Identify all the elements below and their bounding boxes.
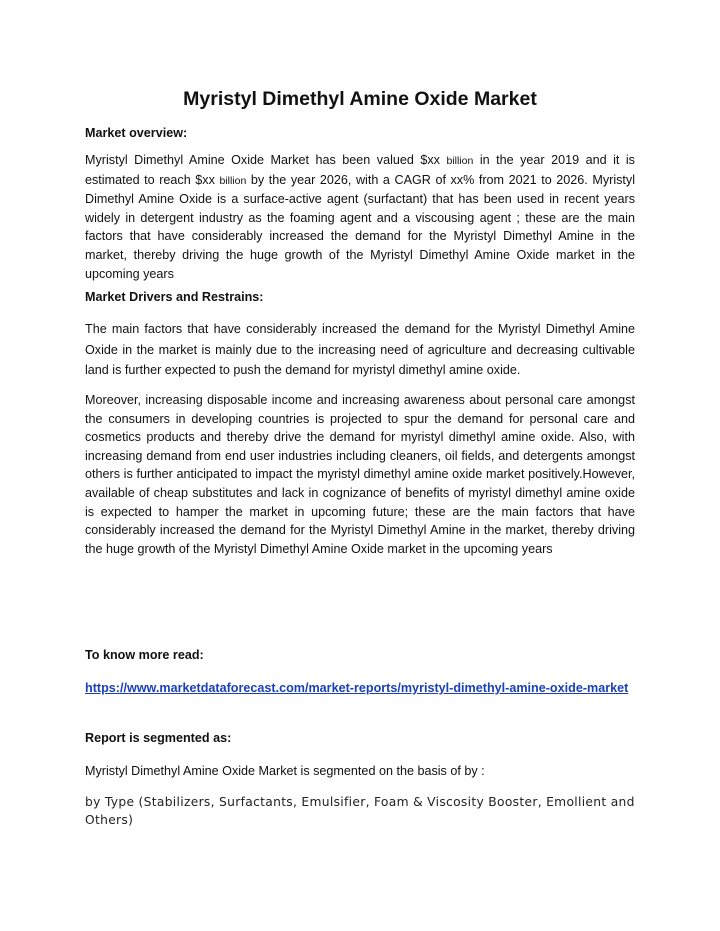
overview-unit-b: billion: [219, 174, 247, 187]
overview-unit-a: billion: [446, 155, 474, 167]
overview-paragraph: [85, 151, 635, 283]
segment-by-type: by Type (Stabilizers, Surfactants, Emulsifier, Foam & Viscosity Booster, Emollient and Others): [85, 795, 635, 827]
segmented-heading: Report is segmented as:: [85, 731, 232, 745]
page-title: Myristyl Dimethyl Amine Oxide Market: [183, 88, 537, 110]
segmented-intro: Myristyl Dimethyl Amine Oxide Market is segmented on the basis of by :: [85, 764, 485, 778]
drivers-paragraph-2: Moreover, increasing disposable income and increasing awareness about personal care amongst the consumers in developing countries is projected to spur the demand for personal care and cosmetics products and thereby drive the demand for myristyl dimethyl amine oxide. Also, with increasing demand from end user industries including cleaners, oil fields, and detergents amongst others is further anticipated to impact the myristyl dimethyl amine oxide market positively.However, available of cheap substitutes and lack in cognizance of benefits of myristyl dimethyl amine oxide is expected to hamper the market in upcoming future; these are the main factors that have considerably increased the demand for the Myristyl Dimethyl Amine in the market, thereby driving the huge growth of the Myristyl Dimethyl Amine Oxide market in the upcoming years: [85, 393, 635, 556]
overview-heading: Market overview:: [85, 126, 188, 140]
report-link[interactable]: https://www.marketdataforecast.com/market-reports/myristyl-dimethyl-amine-oxide-market: [85, 681, 629, 695]
overview-text-a: Myristyl Dimethyl Amine Oxide Market has been valued $xx: [85, 153, 447, 167]
drivers-paragraph-1: The main factors that have considerably increased the demand for the Myristyl Dimethyl Amine Oxide in the market is mainly due to the increasing need of agriculture and decreasing cultivable land is further expected to push the demand for myristyl dimethyl amine oxide.: [85, 322, 635, 377]
more-heading: To know more read:: [85, 648, 204, 662]
drivers-heading: Market Drivers and Restrains:: [85, 290, 264, 304]
overview-text-b: in the year 2019 and it is estimated to reach $xx: [85, 153, 635, 187]
overview-text-c: by the year 2026, with a CAGR of xx% from 2021 to 2026. Myristyl Dimethyl Amine Oxide is a surface-active agent (surfactant) that has been used in recent years widely in detergent industry as the foaming agent and a viscousing agent ; these are the main factors that have considerably increased the demand for the Myristyl Dimethyl Amine in the market, thereby driving the huge growth of the Myristyl Dimethyl Amine Oxide market in the upcoming years: [85, 172, 636, 281]
